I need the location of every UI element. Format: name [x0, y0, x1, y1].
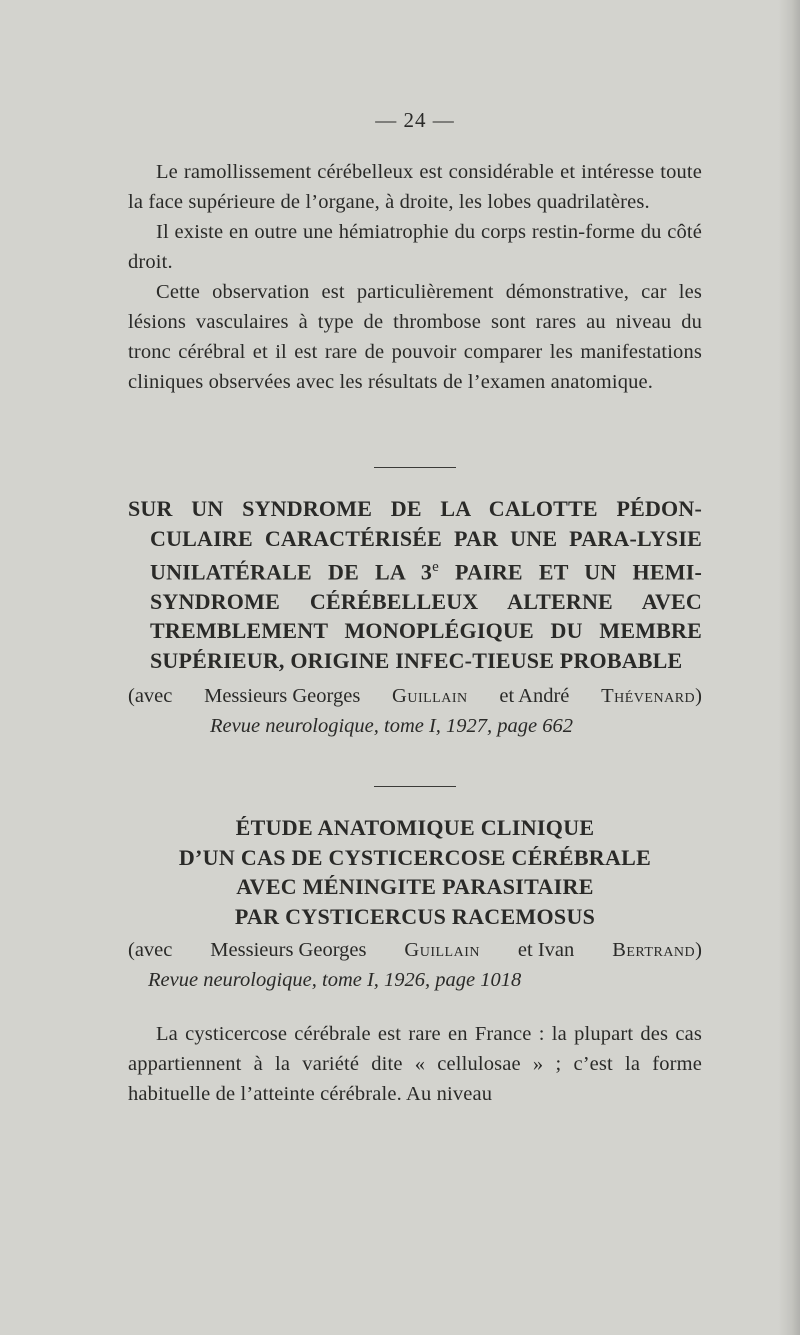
authors-and: et Ivan [517, 939, 575, 961]
article-2-reference: Revue neurologique, tome I, 1926, page 1018 [148, 969, 522, 991]
article-1 [128, 494, 702, 741]
authors-open: (avec [128, 939, 173, 961]
article-2-paragraph: La cysticercose cérébrale est rare en France : la plupart des cas appartiennent à la variété dite « cellulosae » ; c’est la forme habituelle de l’atteinte cérébrale. Au niveau [128, 1023, 702, 1105]
author-name-group [612, 935, 702, 965]
article-1-authors [128, 681, 702, 711]
article-2-title-line: D’UN CAS DE CYSTICERCOSE CÉRÉBRALE [178, 844, 652, 870]
page-edge-shadow [778, 0, 800, 1335]
article-2-title-line: AVEC MÉNINGITE PARASITAIRE [236, 874, 594, 899]
article-2 [128, 813, 702, 1109]
section-divider [374, 467, 456, 468]
authors-close: ) [695, 939, 702, 961]
article-1-title-superscript: e [432, 559, 439, 575]
author-name-group [601, 681, 702, 711]
article-1-title-part: PAIRE ET UN HEMI-SYNDROME CÉRÉBELLEUX ALTERNE AVEC TREMBLEMENT MONOPLÉGIQUE DU MEMBRE SUPÉRIEUR, ORIGINE INFEC-TIEUSE PROBABLE [150, 559, 702, 673]
author-name: Bertrand [612, 939, 696, 961]
authors-and: et André [499, 685, 570, 708]
page-number: — 24 — [375, 108, 455, 132]
author-name: Guillain [392, 685, 468, 708]
authors-middle: Messieurs Georges [210, 939, 367, 961]
intro-paragraph: Cette observation est particulièrement démonstrative, car les lésions vasculaires à type de thrombose sont rares au niveau du tronc cérébral et il est rare de pouvoir comparer les manifestations cliniques observées avec les résultats de l’examen anatomique. [128, 281, 702, 393]
article-1-reference: Revue neurologique, tome I, 1927, page 662 [210, 715, 574, 738]
intro-paragraph: Le ramollissement cérébelleux est considérable et intéresse toute la face supérieure de l’organe, à droite, les lobes quadrilatères. [128, 161, 702, 213]
author-name: Thévenard [601, 685, 696, 708]
intro-section [128, 157, 702, 397]
article-2-title-line: ÉTUDE ANATOMIQUE CLINIQUE [235, 815, 595, 840]
author-name: Guillain [404, 939, 480, 961]
article-2-title-line: PAR CYSTICERCUS RACEMOSUS [234, 903, 596, 929]
article-1-title [128, 494, 702, 675]
article-2-authors [128, 935, 702, 965]
article-1-title-part: SUR UN SYNDROME DE LA CALOTTE PÉDON-CULAIRE CARACTÉRISÉE PAR UNE PARA-LYSIE UNILATÉRALE DE LA 3 [128, 496, 702, 585]
section-divider [374, 786, 456, 787]
authors-middle: Messieurs Georges [204, 685, 361, 708]
authors-open: (avec [128, 685, 173, 708]
authors-close: ) [695, 685, 702, 708]
intro-paragraph: Il existe en outre une hémiatrophie du corps restin-forme du côté droit. [128, 221, 702, 273]
